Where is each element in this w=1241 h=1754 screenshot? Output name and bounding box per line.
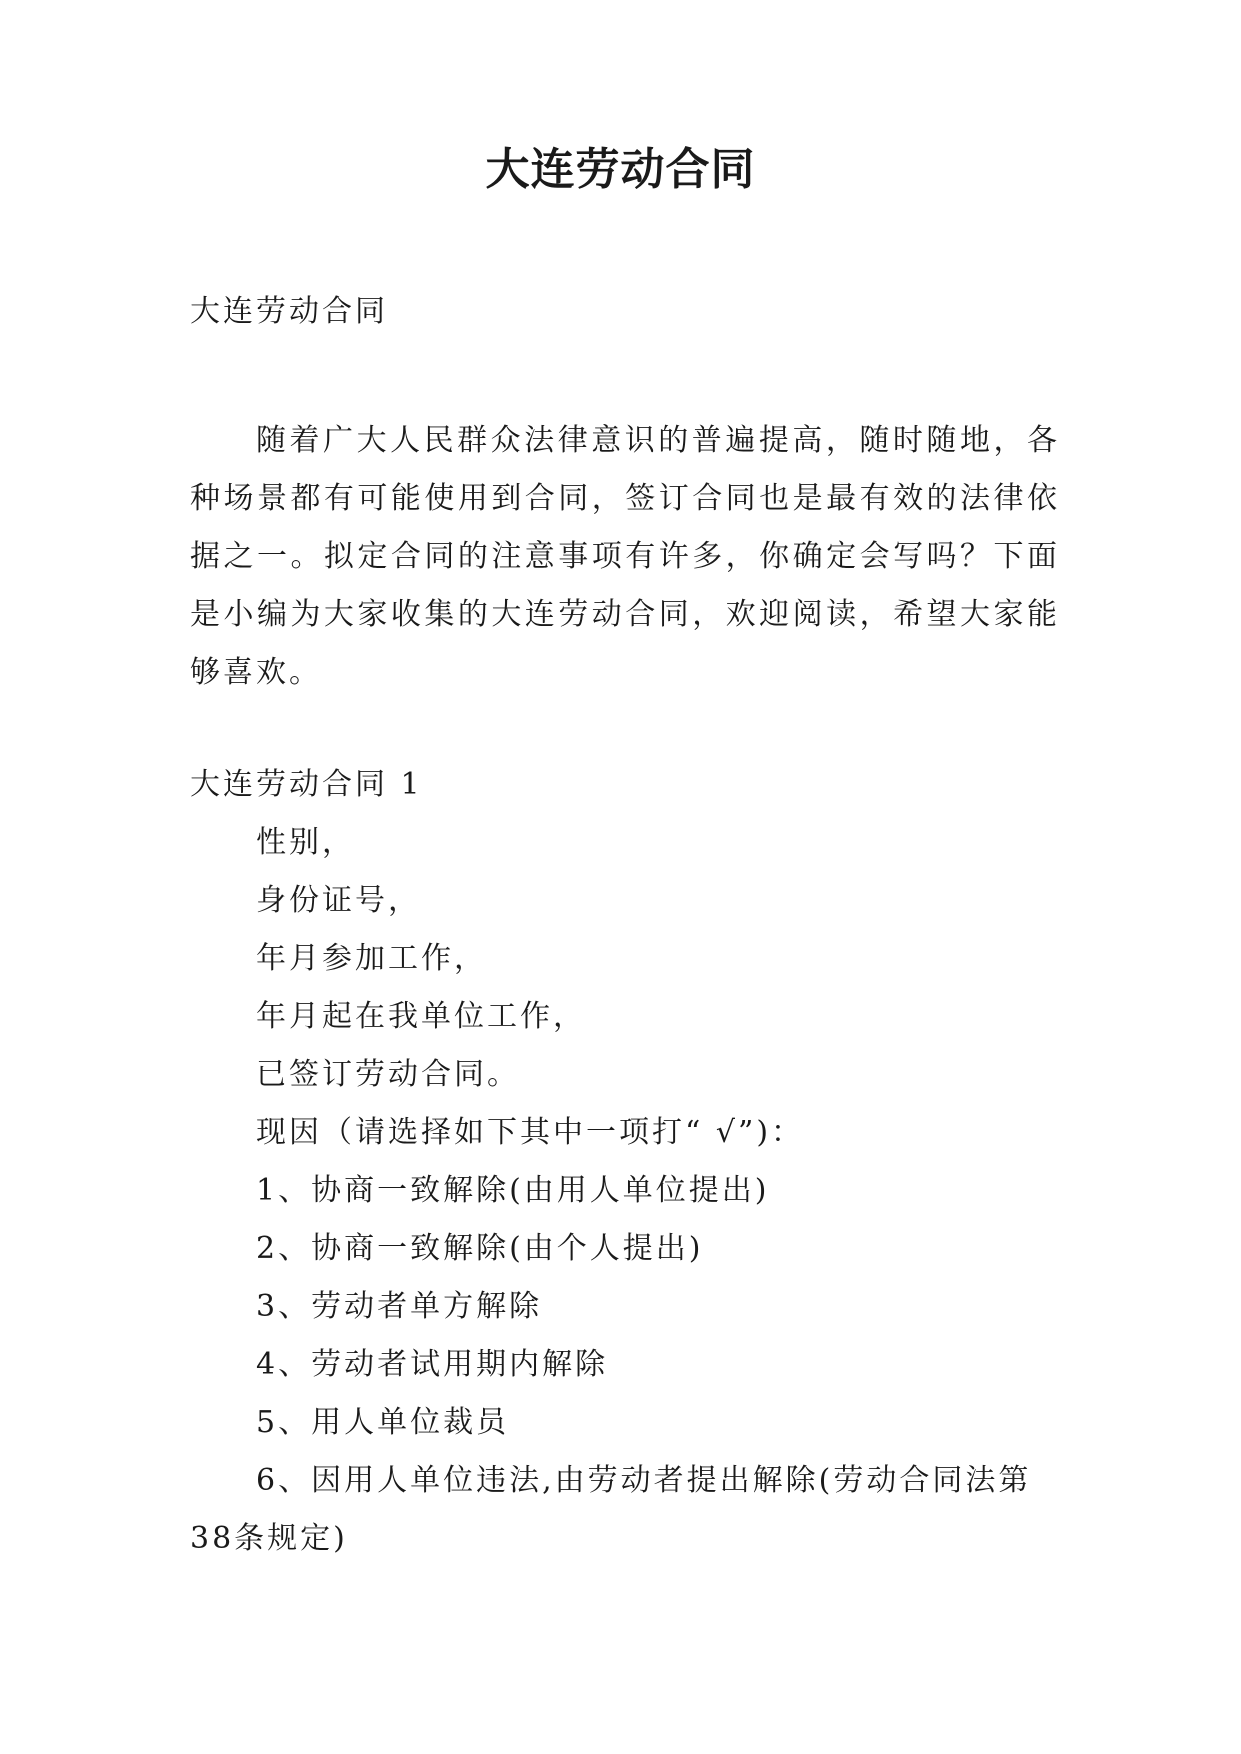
field-contract-signed: 已签订劳动合同。 bbox=[256, 1057, 520, 1092]
option-item: 2、协商一致解除(由个人提出) bbox=[256, 1231, 704, 1266]
section-title: 大连劳动合同 1 bbox=[190, 767, 423, 802]
option-item: 6、因用人单位违法,由劳动者提出解除(劳动合同法第38条规定) bbox=[190, 1463, 1032, 1556]
field-work-start: 年月参加工作， bbox=[256, 941, 487, 976]
field-reason-prompt: 现因（请选择如下其中一项打“ √”)： bbox=[256, 1115, 805, 1150]
intro-paragraph: 随着广大人民群众法律意识的普遍提高，随时随地，各种场景都有可能使用到合同，签订合同也是最有效的法律依据之一。拟定合同的注意事项有许多，你确定会写吗？下面是小编为大家收集的大连劳动合同，欢迎阅读，希望大家能够喜欢。 bbox=[190, 423, 1060, 690]
field-unit-start: 年月起在我单位工作， bbox=[256, 999, 586, 1034]
document-title: 大连劳动合同 bbox=[485, 144, 756, 195]
option-item: 4、劳动者试用期内解除 bbox=[256, 1347, 609, 1382]
field-id-number: 身份证号， bbox=[256, 883, 421, 918]
field-gender: 性别， bbox=[256, 825, 355, 860]
document-subtitle: 大连劳动合同 bbox=[190, 294, 388, 329]
option-item: 1、协商一致解除(由用人单位提出) bbox=[256, 1173, 770, 1208]
option-item: 5、用人单位裁员 bbox=[256, 1405, 510, 1440]
option-item: 3、劳动者单方解除 bbox=[256, 1289, 543, 1324]
